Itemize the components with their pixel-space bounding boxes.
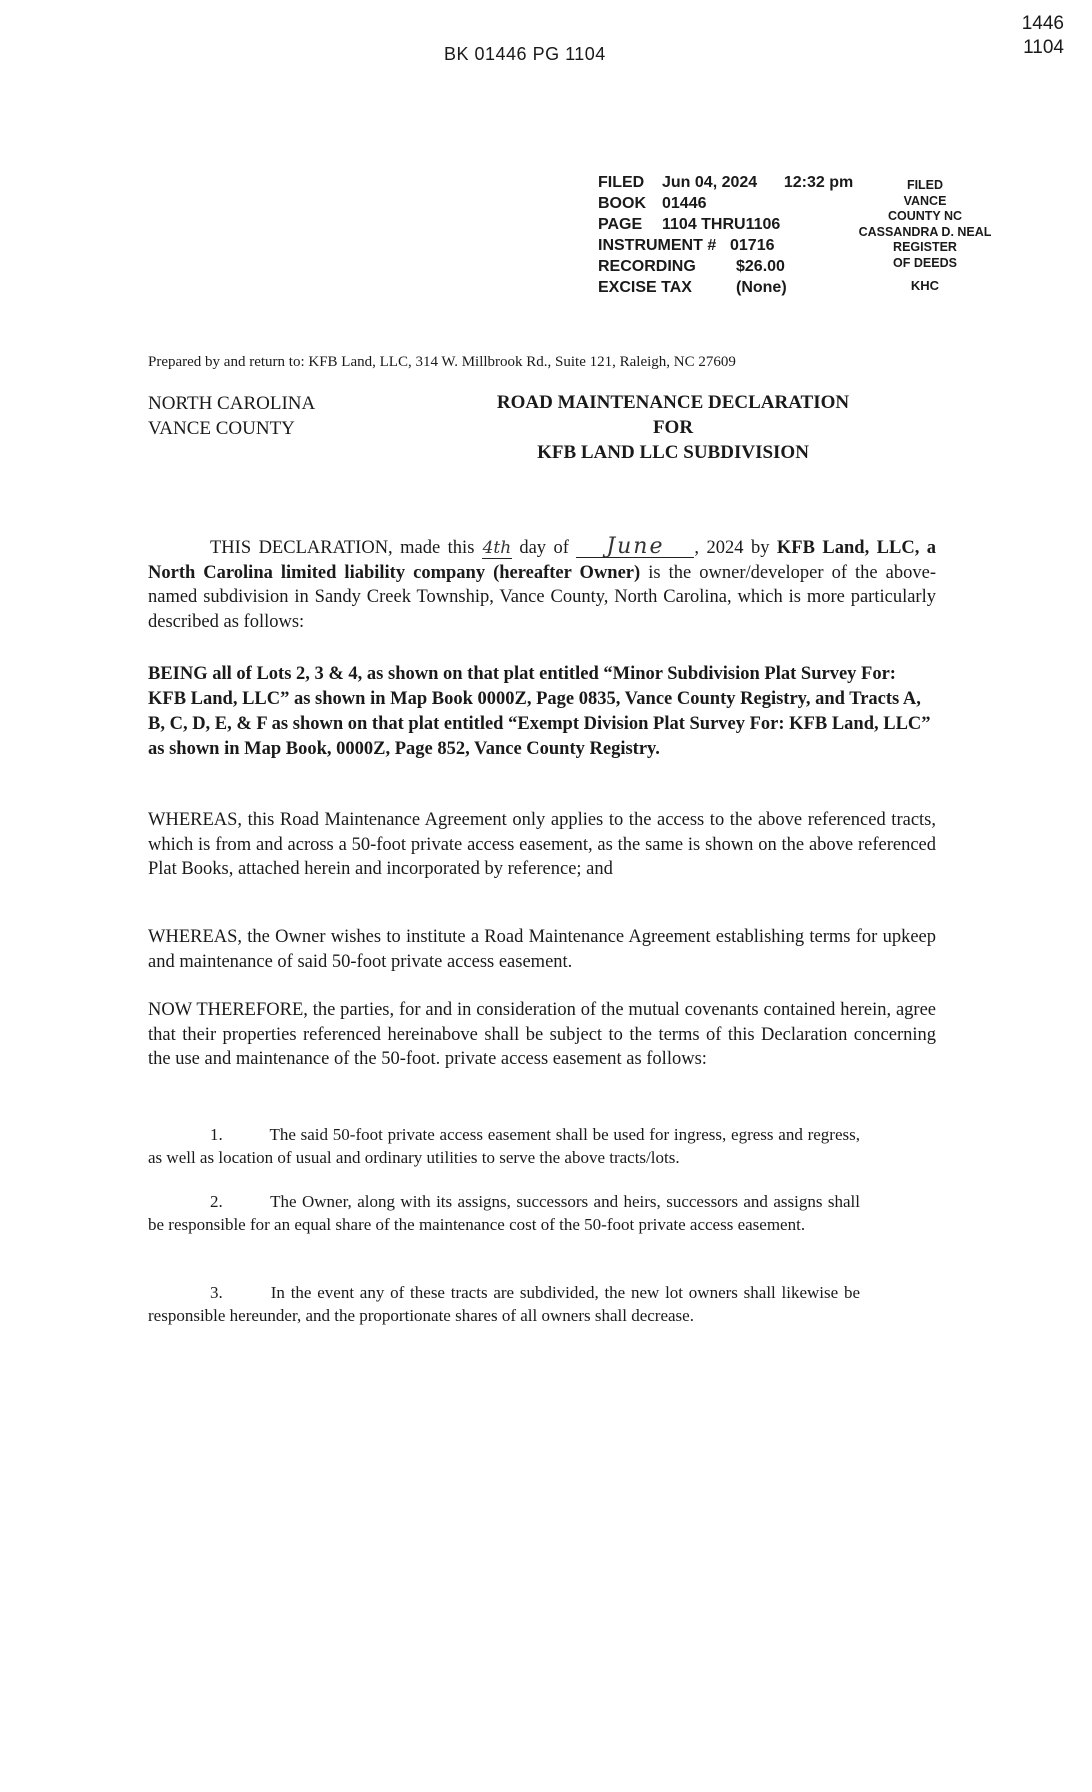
intro-paragraph [148, 536, 936, 634]
stamp-line: REGISTER [893, 240, 957, 254]
stamp-line: CASSANDRA D. NEAL [858, 224, 992, 239]
covenant-number: 3. [210, 1283, 223, 1302]
corner-book-page-number [1022, 12, 1064, 60]
filing-key: FILED [598, 174, 645, 191]
title-line: ROAD MAINTENANCE DECLARATION [496, 392, 850, 413]
title-line: FOR [652, 417, 694, 438]
filing-key: RECORDING [598, 258, 696, 275]
filing-row [598, 256, 853, 277]
intro-lead: THIS DECLARATION, made this [210, 538, 475, 558]
filing-row [598, 193, 853, 214]
intro-day-of: day of [519, 538, 569, 558]
county-name: VANCE COUNTY [148, 418, 295, 439]
filing-value: 01716 [730, 237, 775, 254]
whereas-paragraph-1: WHEREAS, this Road Maintenance Agreement only applies to the access to the above referenced tracts, which is from and across a 50-foot private access easement, as the same is shown on the above referenced Plat Books, attached herein and incorporated by reference; and [148, 810, 936, 879]
filing-key: EXCISE TAX [598, 279, 692, 296]
document-title [440, 390, 906, 465]
filing-value: 1104 THRU1106 [662, 216, 781, 233]
filing-row [598, 172, 853, 193]
owner-name: KFB Land, LLC, a North Carolina limited liability company (hereafter Owner) [148, 538, 937, 583]
stamp-initials: KHC [910, 278, 940, 293]
filing-value: $26.00 [736, 258, 785, 275]
covenant-text: The said 50-foot private access easement shall be used for ingress, egress and regress, as well as location of usual and ordinary utilities to serve the above tracts/lots. [148, 1125, 860, 1167]
now-therefore-paragraph: NOW THEREFORE, the parties, for and in consideration of the mutual covenants contained herein, agree that their properties referenced hereinabove shall be subject to the terms of this Declaration concerning the use and maintenance of the 50-foot. private access easement as follows: [148, 1000, 936, 1069]
covenant-item [148, 1124, 860, 1169]
register-of-deeds-stamp [840, 178, 1010, 294]
jurisdiction-block [148, 391, 315, 441]
intro-rest: is the owner/developer of the above-named subdivision in Sandy Creek Township, Vance County, North Carolina, which is more particularly described as follows: [148, 562, 937, 632]
filing-row [598, 277, 853, 298]
covenant-item [148, 1191, 860, 1236]
filing-key: BOOK [598, 195, 646, 212]
handwritten-day: 4th [482, 538, 512, 558]
filing-block [598, 172, 853, 298]
filing-key: INSTRUMENT # [598, 237, 717, 254]
handwritten-month: June [576, 537, 694, 558]
stamp-line: FILED [906, 178, 944, 192]
covenant-text: In the event any of these tracts are subdivided, the new lot owners shall likewise be responsible hereunder, and the proportionate shares of all owners shall decrease. [148, 1283, 860, 1325]
covenant-item [148, 1282, 860, 1327]
filing-value: Jun 04, 2024 12:32 pm [662, 174, 854, 191]
filing-row [598, 235, 853, 256]
corner-page-number: 1104 [1023, 37, 1064, 58]
stamp-line: OF DEEDS [893, 255, 957, 270]
stamp-line: COUNTY NC [887, 209, 963, 223]
covenant-number: 2. [210, 1192, 223, 1211]
title-line: KFB LAND LLC SUBDIVISION [537, 442, 809, 463]
whereas-paragraph-2: WHEREAS, the Owner wishes to institute a Road Maintenance Agreement establishing terms for upkeep and maintenance of said 50-foot private access easement. [148, 927, 936, 972]
filing-value: 01446 [662, 195, 707, 212]
covenant-text: The Owner, along with its assigns, successors and heirs, successors and assigns shall be responsible for an equal share of the maintenance cost of the 50-foot private access easement. [148, 1192, 860, 1234]
intro-year: , 2024 by [694, 538, 770, 558]
filing-row [598, 214, 853, 235]
book-page-header: BK 01446 PG 1104 [444, 44, 606, 64]
corner-book-number: 1446 [1021, 13, 1064, 34]
covenant-number: 1. [210, 1125, 223, 1144]
filing-value: (None) [736, 279, 787, 296]
prepared-by-line: Prepared by and return to: KFB Land, LLC, 314 W. Millbrook Rd., Suite 121, Raleigh, NC 27609 [148, 354, 736, 370]
state-name: NORTH CAROLINA [148, 393, 316, 414]
filing-key: PAGE [598, 216, 643, 233]
property-description: BEING all of Lots 2, 3 & 4, as shown on that plat entitled “Minor Subdivision Plat Survey For: KFB Land, LLC” as shown in Map Book 0000Z, Page 0835, Vance County Registry, and Tracts A, B, C, D, E, & F as shown on that plat entitled “Exempt Division Plat Survey For: KFB Land, LLC” as shown in Map Book, 0000Z, Page 852, Vance County Registry. [148, 664, 931, 759]
stamp-line: VANCE [903, 193, 947, 208]
